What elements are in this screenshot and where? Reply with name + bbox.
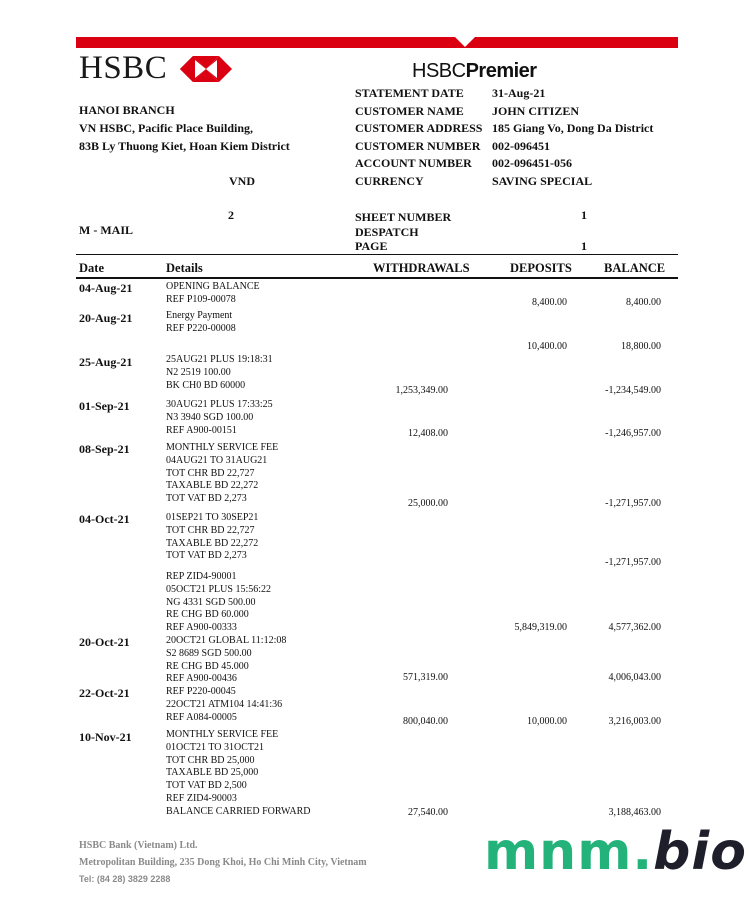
balance-amount: -1,271,957.00	[605, 498, 661, 509]
row-date: 08-Sep-21	[79, 442, 130, 456]
detail-line: REF P109-00078	[166, 293, 236, 305]
value-customer-address: 185 Giang Vo, Dong Da District	[492, 121, 654, 135]
value-statement-date: 31-Aug-21	[492, 86, 546, 100]
withdrawal-amount: 27,540.00	[408, 807, 448, 818]
detail-line: NG 4331 SGD 500.00	[166, 596, 256, 608]
row-date: 20-Aug-21	[79, 311, 133, 325]
label-statement-date: STATEMENT DATE	[355, 86, 464, 100]
withdrawal-amount: 800,040.00	[403, 716, 448, 727]
row-details	[166, 399, 273, 437]
deposit-amount: 10,000.00	[527, 716, 567, 727]
row-date: 04-Aug-21	[79, 281, 133, 295]
value-account-number: 002-096451-056	[492, 156, 572, 170]
premier-logo-hsbc: HSBC	[412, 60, 466, 82]
balance-amount: 18,800.00	[621, 341, 661, 352]
column-header-withdrawals: WITHDRAWALS	[373, 261, 470, 275]
value-page: 1	[581, 239, 587, 253]
row-details	[166, 512, 258, 563]
balance-amount: -1,234,549.00	[605, 385, 661, 396]
premier-logo-premier: Premier	[465, 60, 537, 82]
watermark-part-a: mnm.	[484, 822, 654, 882]
deposit-amount: 8,400.00	[532, 297, 567, 308]
withdrawal-amount: 1,253,349.00	[395, 385, 448, 396]
value-customer-number: 002-096451	[492, 139, 550, 153]
mail-method: M - MAIL	[79, 223, 133, 237]
column-header-deposits: DEPOSITS	[510, 261, 572, 275]
label-currency: CURRENCY	[355, 174, 424, 188]
value-currency: SAVING SPECIAL	[492, 174, 593, 188]
balance-amount: -1,246,957.00	[605, 428, 661, 439]
detail-line: MONTHLY SERVICE FEE	[166, 729, 279, 740]
deposit-amount: 5,849,319.00	[514, 622, 567, 633]
detail-line: TAXABLE BD 22,272	[166, 480, 259, 492]
detail-line: RE CHG BD 45.000	[166, 660, 249, 672]
table-top-rule	[76, 254, 678, 255]
header-red-bar	[76, 37, 678, 48]
detail-line: TOT CHR BD 22,727	[166, 524, 255, 536]
detail-line: 01OCT21 TO 31OCT21	[166, 741, 264, 753]
detail-line: 01SEP21 TO 30SEP21	[166, 512, 259, 523]
deposit-amount: 10,400.00	[527, 341, 567, 352]
detail-line: TOT VAT BD 2,273	[166, 493, 247, 505]
detail-line: OPENING BALANCE	[166, 281, 260, 292]
detail-line: REF A084-00005	[166, 711, 237, 723]
row-details	[166, 571, 286, 725]
detail-line: TAXABLE BD 22,272	[166, 537, 259, 549]
currency-code: VND	[229, 174, 255, 188]
header-notch	[455, 37, 475, 47]
label-customer-number: CUSTOMER NUMBER	[355, 139, 481, 153]
label-sheet-number: SHEET NUMBER	[355, 210, 452, 224]
row-date: 10-Nov-21	[79, 730, 132, 744]
hsbc-premier-logo	[412, 60, 537, 83]
hsbc-hexagon-logo-icon	[180, 56, 232, 82]
row-date: 22-Oct-21	[79, 686, 130, 700]
row-details	[166, 281, 260, 307]
detail-line: 25AUG21 PLUS 19:18:31	[166, 354, 273, 365]
row-details	[166, 310, 236, 336]
detail-line: N3 3940 SGD 100.00	[166, 411, 254, 423]
column-header-date: Date	[79, 261, 104, 275]
row-details	[166, 354, 273, 392]
column-header-details: Details	[166, 261, 203, 275]
value-customer-name: JOHN CITIZEN	[492, 104, 580, 118]
label-page: PAGE	[355, 239, 388, 253]
detail-line: 04AUG21 TO 31AUG21	[166, 454, 268, 466]
detail-line: REF P220-00008	[166, 322, 236, 334]
label-account-number: ACCOUNT NUMBER	[355, 156, 472, 170]
detail-line: TAXABLE BD 25,000	[166, 767, 259, 779]
detail-line: 20OCT21 GLOBAL 11:12:08	[166, 634, 287, 646]
row-details	[166, 442, 278, 506]
detail-line: TOT VAT BD 2,500	[166, 780, 247, 792]
withdrawal-amount: 571,319.00	[403, 672, 448, 683]
watermark-logo	[484, 822, 747, 882]
label-customer-address: CUSTOMER ADDRESS	[355, 121, 483, 135]
balance-amount: 4,006,043.00	[608, 672, 661, 683]
balance-amount: 3,216,003.00	[608, 716, 661, 727]
watermark-part-b: bio	[653, 822, 747, 882]
detail-line: 30AUG21 PLUS 17:33:25	[166, 399, 273, 410]
detail-line: BALANCE CARRIED FORWARD	[166, 805, 311, 817]
balance-amount: 8,400.00	[626, 297, 661, 308]
row-details	[166, 729, 310, 819]
hsbc-logo-text: HSBC	[79, 50, 168, 86]
detail-line: TOT VAT BD 2,273	[166, 550, 247, 562]
branch-name: HANOI BRANCH	[79, 103, 175, 117]
row-date: 04-Oct-21	[79, 512, 130, 526]
value-sheet-number: 1	[581, 208, 587, 222]
balance-amount: 3,188,463.00	[608, 807, 661, 818]
table-header-rule	[76, 277, 678, 279]
withdrawal-amount: 25,000.00	[408, 498, 448, 509]
detail-line: REF A900-00333	[166, 622, 237, 634]
row-date: 01-Sep-21	[79, 399, 130, 413]
footer-tel: Tel: (84 28) 3829 2288	[79, 874, 171, 884]
detail-line: 05OCT21 PLUS 15:56:22	[166, 583, 272, 595]
footer-address: Metropolitan Building, 235 Dong Khoi, Ho Chi Minh City, Vietnam	[79, 857, 367, 868]
branch-sheet-value: 2	[228, 208, 234, 222]
detail-line: 22OCT21 ATM104 14:41:36	[166, 698, 283, 710]
detail-line: Energy Payment	[166, 310, 233, 321]
detail-line: REP ZID4-90001	[166, 571, 237, 582]
column-header-balance: BALANCE	[604, 261, 666, 275]
detail-line: TOT CHR BD 25,000	[166, 754, 255, 766]
detail-line: REF P220-00045	[166, 686, 236, 698]
detail-line: REF A900-00436	[166, 673, 237, 685]
detail-line: TOT CHR BD 22,727	[166, 467, 255, 479]
detail-line: REF ZID4-90003	[166, 792, 237, 804]
detail-line: S2 8689 SGD 500.00	[166, 647, 252, 659]
detail-line: MONTHLY SERVICE FEE	[166, 442, 279, 453]
row-date: 25-Aug-21	[79, 355, 133, 369]
detail-line: BK CH0 BD 60000	[166, 379, 246, 391]
detail-line: RE CHG BD 60.000	[166, 609, 249, 621]
detail-line: REF A900-00151	[166, 424, 237, 436]
label-customer-name: CUSTOMER NAME	[355, 104, 464, 118]
branch-address-line2: 83B Ly Thuong Kiet, Hoan Kiem District	[79, 139, 290, 153]
withdrawal-amount: 12,408.00	[408, 428, 448, 439]
balance-amount: -1,271,957.00	[605, 557, 661, 568]
balance-amount: 4,577,362.00	[608, 622, 661, 633]
row-date: 20-Oct-21	[79, 635, 130, 649]
footer-company: HSBC Bank (Vietnam) Ltd.	[79, 840, 198, 851]
branch-address-line1: VN HSBC, Pacific Place Building,	[79, 121, 253, 135]
detail-line: N2 2519 100.00	[166, 366, 231, 378]
label-despatch: DESPATCH	[355, 225, 419, 239]
